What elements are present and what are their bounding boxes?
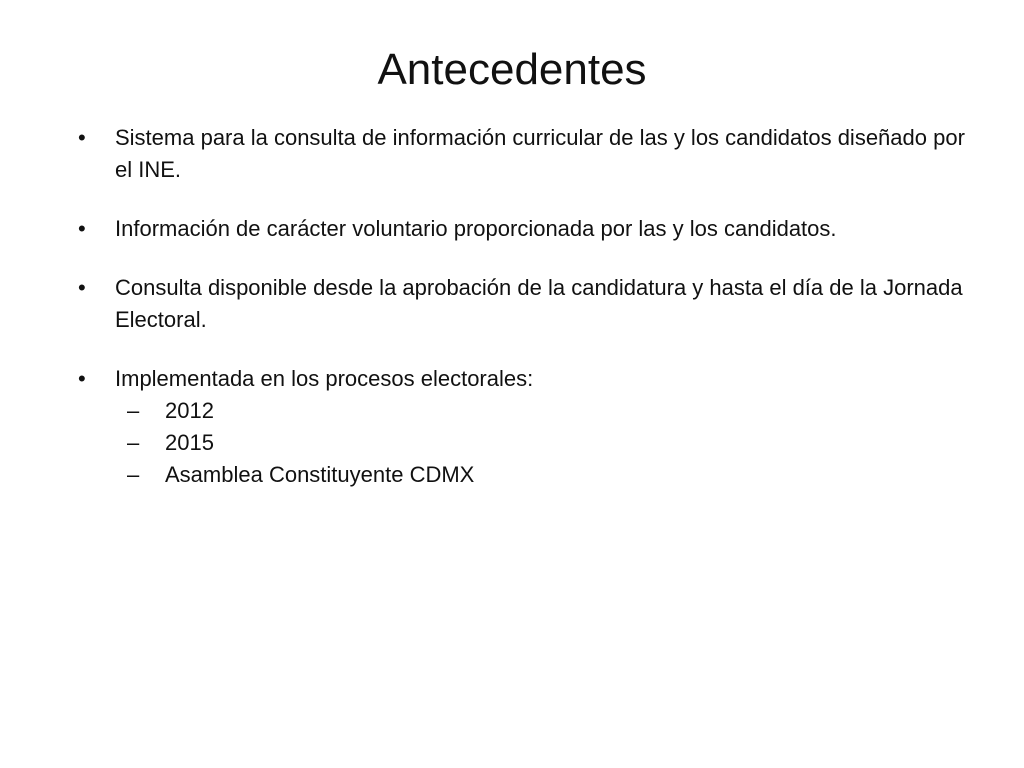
bullet-marker: • bbox=[78, 366, 86, 391]
sub-marker: – bbox=[127, 462, 140, 487]
bullet-item-3 bbox=[70, 272, 970, 336]
bullet-text: Implementada en los procesos electorales: bbox=[115, 366, 534, 391]
sub-marker: – bbox=[127, 430, 140, 455]
sub-list bbox=[115, 395, 970, 491]
sub-item-2015 bbox=[115, 427, 970, 459]
sub-item-cdmx bbox=[115, 459, 970, 491]
sub-item-text: Asamblea Constituyente CDMX bbox=[165, 462, 475, 487]
bullet-marker: • bbox=[78, 125, 86, 150]
sub-item-text: 2012 bbox=[165, 398, 214, 423]
bullet-marker: • bbox=[78, 216, 86, 241]
bullet-list bbox=[70, 122, 970, 518]
bullet-marker: • bbox=[78, 275, 86, 300]
bullet-item-1 bbox=[70, 122, 970, 186]
bullet-text: Sistema para la consulta de información curricular de las y los candidatos diseñado por el INE. bbox=[115, 125, 965, 182]
sub-item-2012 bbox=[115, 395, 970, 427]
bullet-item-4 bbox=[70, 363, 970, 491]
bullet-item-2 bbox=[70, 213, 970, 245]
sub-item-text: 2015 bbox=[165, 430, 214, 455]
slide-title: Antecedentes bbox=[377, 45, 647, 94]
bullet-text: Consulta disponible desde la aprobación de la candidatura y hasta el día de la Jornada Electoral. bbox=[115, 275, 963, 332]
bullet-text: Información de carácter voluntario proporcionada por las y los candidatos. bbox=[115, 216, 837, 241]
sub-marker: – bbox=[127, 398, 140, 423]
